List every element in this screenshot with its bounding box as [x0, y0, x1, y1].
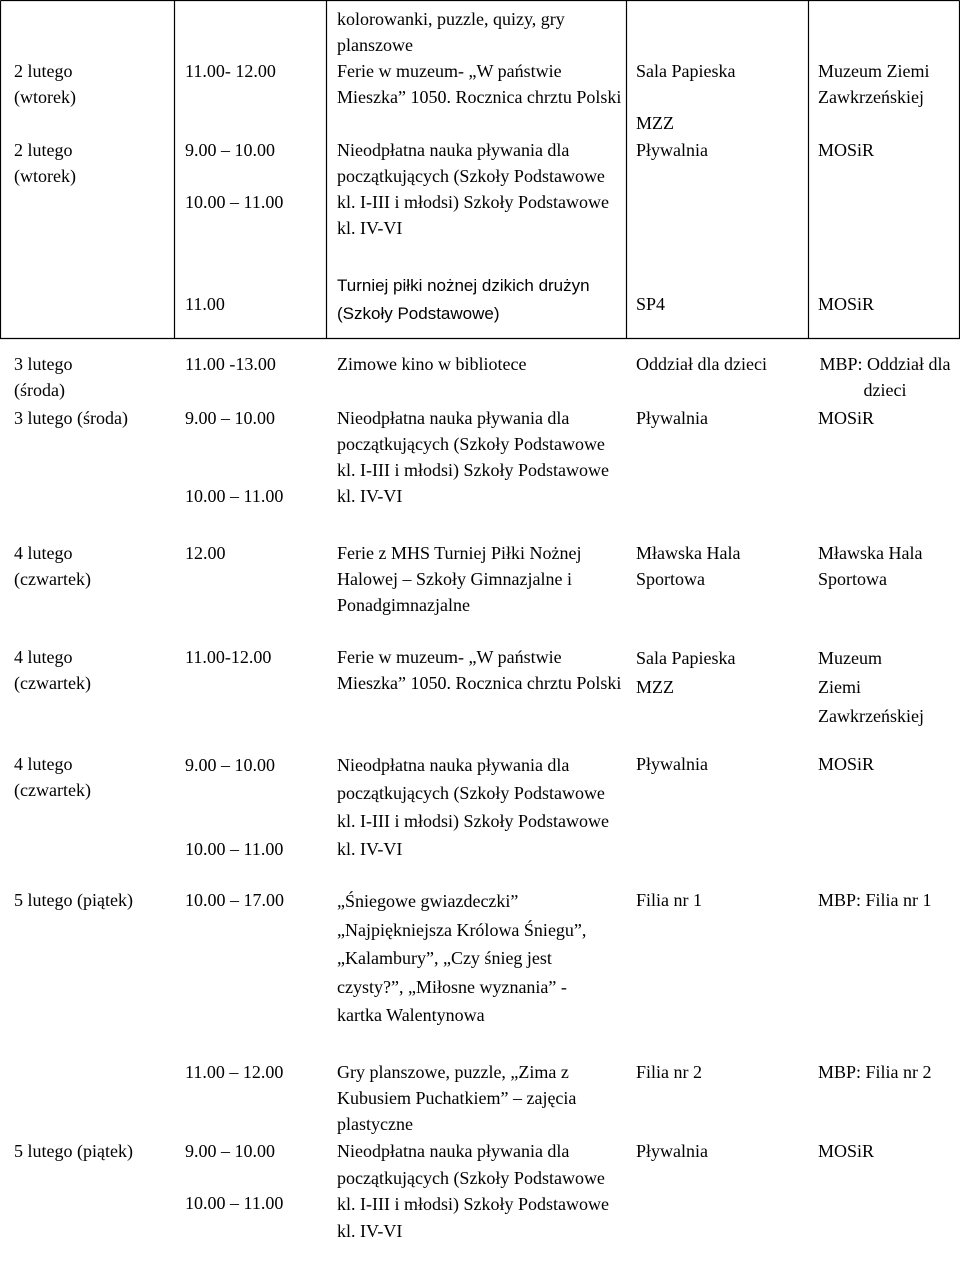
event-cell: „Śniegowe gwiazdeczki” „Najpiękniejsza Królowa Śniegu”, „Kalambury”, „Czy śnieg jest czysty?”, „Miłosne wyznania” - kartka Walentynowa — [337, 891, 591, 1025]
date-cell: 2 lutego (wtorek) — [14, 140, 77, 186]
event-cell: Nieodpłatna nauka pływania dla początkujących (Szkoły Podstawowe kl. I-III i młodsi) Szkoły Podstawowe kl. IV-VI — [337, 140, 614, 238]
event-cell: Ferie w muzeum- „W państwie Mieszka” 1050. Rocznica chrztu Polski — [337, 61, 622, 107]
date-cell: 5 lutego (piątek) — [14, 890, 133, 910]
organizer-cell: MOSiR — [818, 408, 875, 428]
date-cell: 3 lutego (środa) — [14, 354, 77, 400]
event-cell: Ferie w muzeum- „W państwie Mieszka” 1050. Rocznica chrztu Polski — [337, 647, 622, 693]
time-cell: 11.00-12.00 — [185, 647, 272, 667]
organizer-cell: MBP: Oddział dla dzieci — [819, 354, 955, 400]
place-cell: Sala Papieska MZZ — [636, 648, 736, 697]
event-cell: Nieodpłatna nauka pływania dla początkujących (Szkoły Podstawowe kl. I-III i młodsi) Szkoły Podstawowe kl. IV-VI — [337, 1141, 614, 1241]
time-cell: 12.00 — [185, 543, 226, 563]
date-cell: 5 lutego (piątek) — [14, 1141, 133, 1161]
place-cell: Pływalnia — [636, 1141, 708, 1161]
place-cell: Pływalnia — [636, 140, 708, 160]
time-cell: 9.00 – 10.00 10.00 – 11.00 — [185, 140, 284, 212]
date-cell: 4 lutego (czwartek) — [14, 754, 91, 800]
event-cell: kolorowanki, puzzle, quizy, gry planszowe — [337, 9, 570, 55]
time-cell: 11.00 — [185, 294, 225, 314]
organizer-cell: MOSiR — [818, 140, 875, 160]
organizer-cell: Muzeum Ziemi Zawkrzeńskiej — [818, 61, 934, 107]
event-cell: Nieodpłatna nauka pływania dla początkujących (Szkoły Podstawowe kl. I-III i młodsi) Szkoły Podstawowe kl. IV-VI — [337, 755, 614, 859]
date-cell: 3 lutego (środa) — [14, 408, 128, 428]
date-cell: 2 lutego (wtorek) — [14, 61, 77, 107]
place-cell: Oddział dla dzieci — [636, 354, 767, 374]
place-cell: Mławska Hala Sportowa — [636, 543, 745, 589]
time-cell: 11.00- 12.00 — [185, 61, 276, 81]
event-cell: Turniej piłki nożnej dzikich drużyn (Szkoły Podstawowe) — [337, 276, 595, 323]
place-cell: Pływalnia — [636, 754, 708, 774]
organizer-cell: Muzeum Ziemi Zawkrzeńskiej — [818, 648, 924, 726]
organizer-cell: MOSiR — [818, 1141, 875, 1161]
event-cell: Nieodpłatna nauka pływania dla początkujących (Szkoły Podstawowe kl. I-III i młodsi) Szkoły Podstawowe kl. IV-VI — [337, 408, 614, 506]
organizer-cell: MBP: Filia nr 2 — [818, 1062, 932, 1082]
event-cell: Gry planszowe, puzzle, „Zima z Kubusiem Puchatkiem” – zajęcia plastyczne — [337, 1062, 581, 1134]
organizer-cell: MOSiR — [818, 294, 875, 314]
date-cell: 4 lutego (czwartek) — [14, 647, 91, 693]
time-cell: 11.00 -13.00 — [185, 354, 276, 374]
organizer-cell: MOSiR — [818, 754, 875, 774]
event-cell: Ferie z MHS Turniej Piłki Nożnej Halowej – Szkoły Gimnazjalne i Ponadgimnazjalne — [337, 543, 587, 615]
place-cell: SP4 — [636, 294, 666, 314]
organizer-cell: MBP: Filia nr 1 — [818, 890, 932, 910]
time-cell: 9.00 – 10.00 10.00 – 11.00 — [185, 1141, 284, 1213]
event-cell: Zimowe kino w bibliotece — [337, 354, 527, 374]
date-cell: 4 lutego (czwartek) — [14, 543, 91, 589]
time-cell: 11.00 – 12.00 — [185, 1062, 284, 1082]
time-cell: 9.00 – 10.00 10.00 – 11.00 — [185, 408, 284, 506]
place-cell: Filia nr 2 — [636, 1062, 702, 1082]
time-cell: 9.00 – 10.00 10.00 – 11.00 — [185, 755, 284, 859]
time-cell: 10.00 – 17.00 — [185, 890, 284, 910]
place-cell: Filia nr 1 — [636, 890, 702, 910]
place-cell: Sala Papieska MZZ — [636, 61, 736, 133]
place-cell: Pływalnia — [636, 408, 708, 428]
organizer-cell: Mławska Hala Sportowa — [818, 543, 927, 589]
